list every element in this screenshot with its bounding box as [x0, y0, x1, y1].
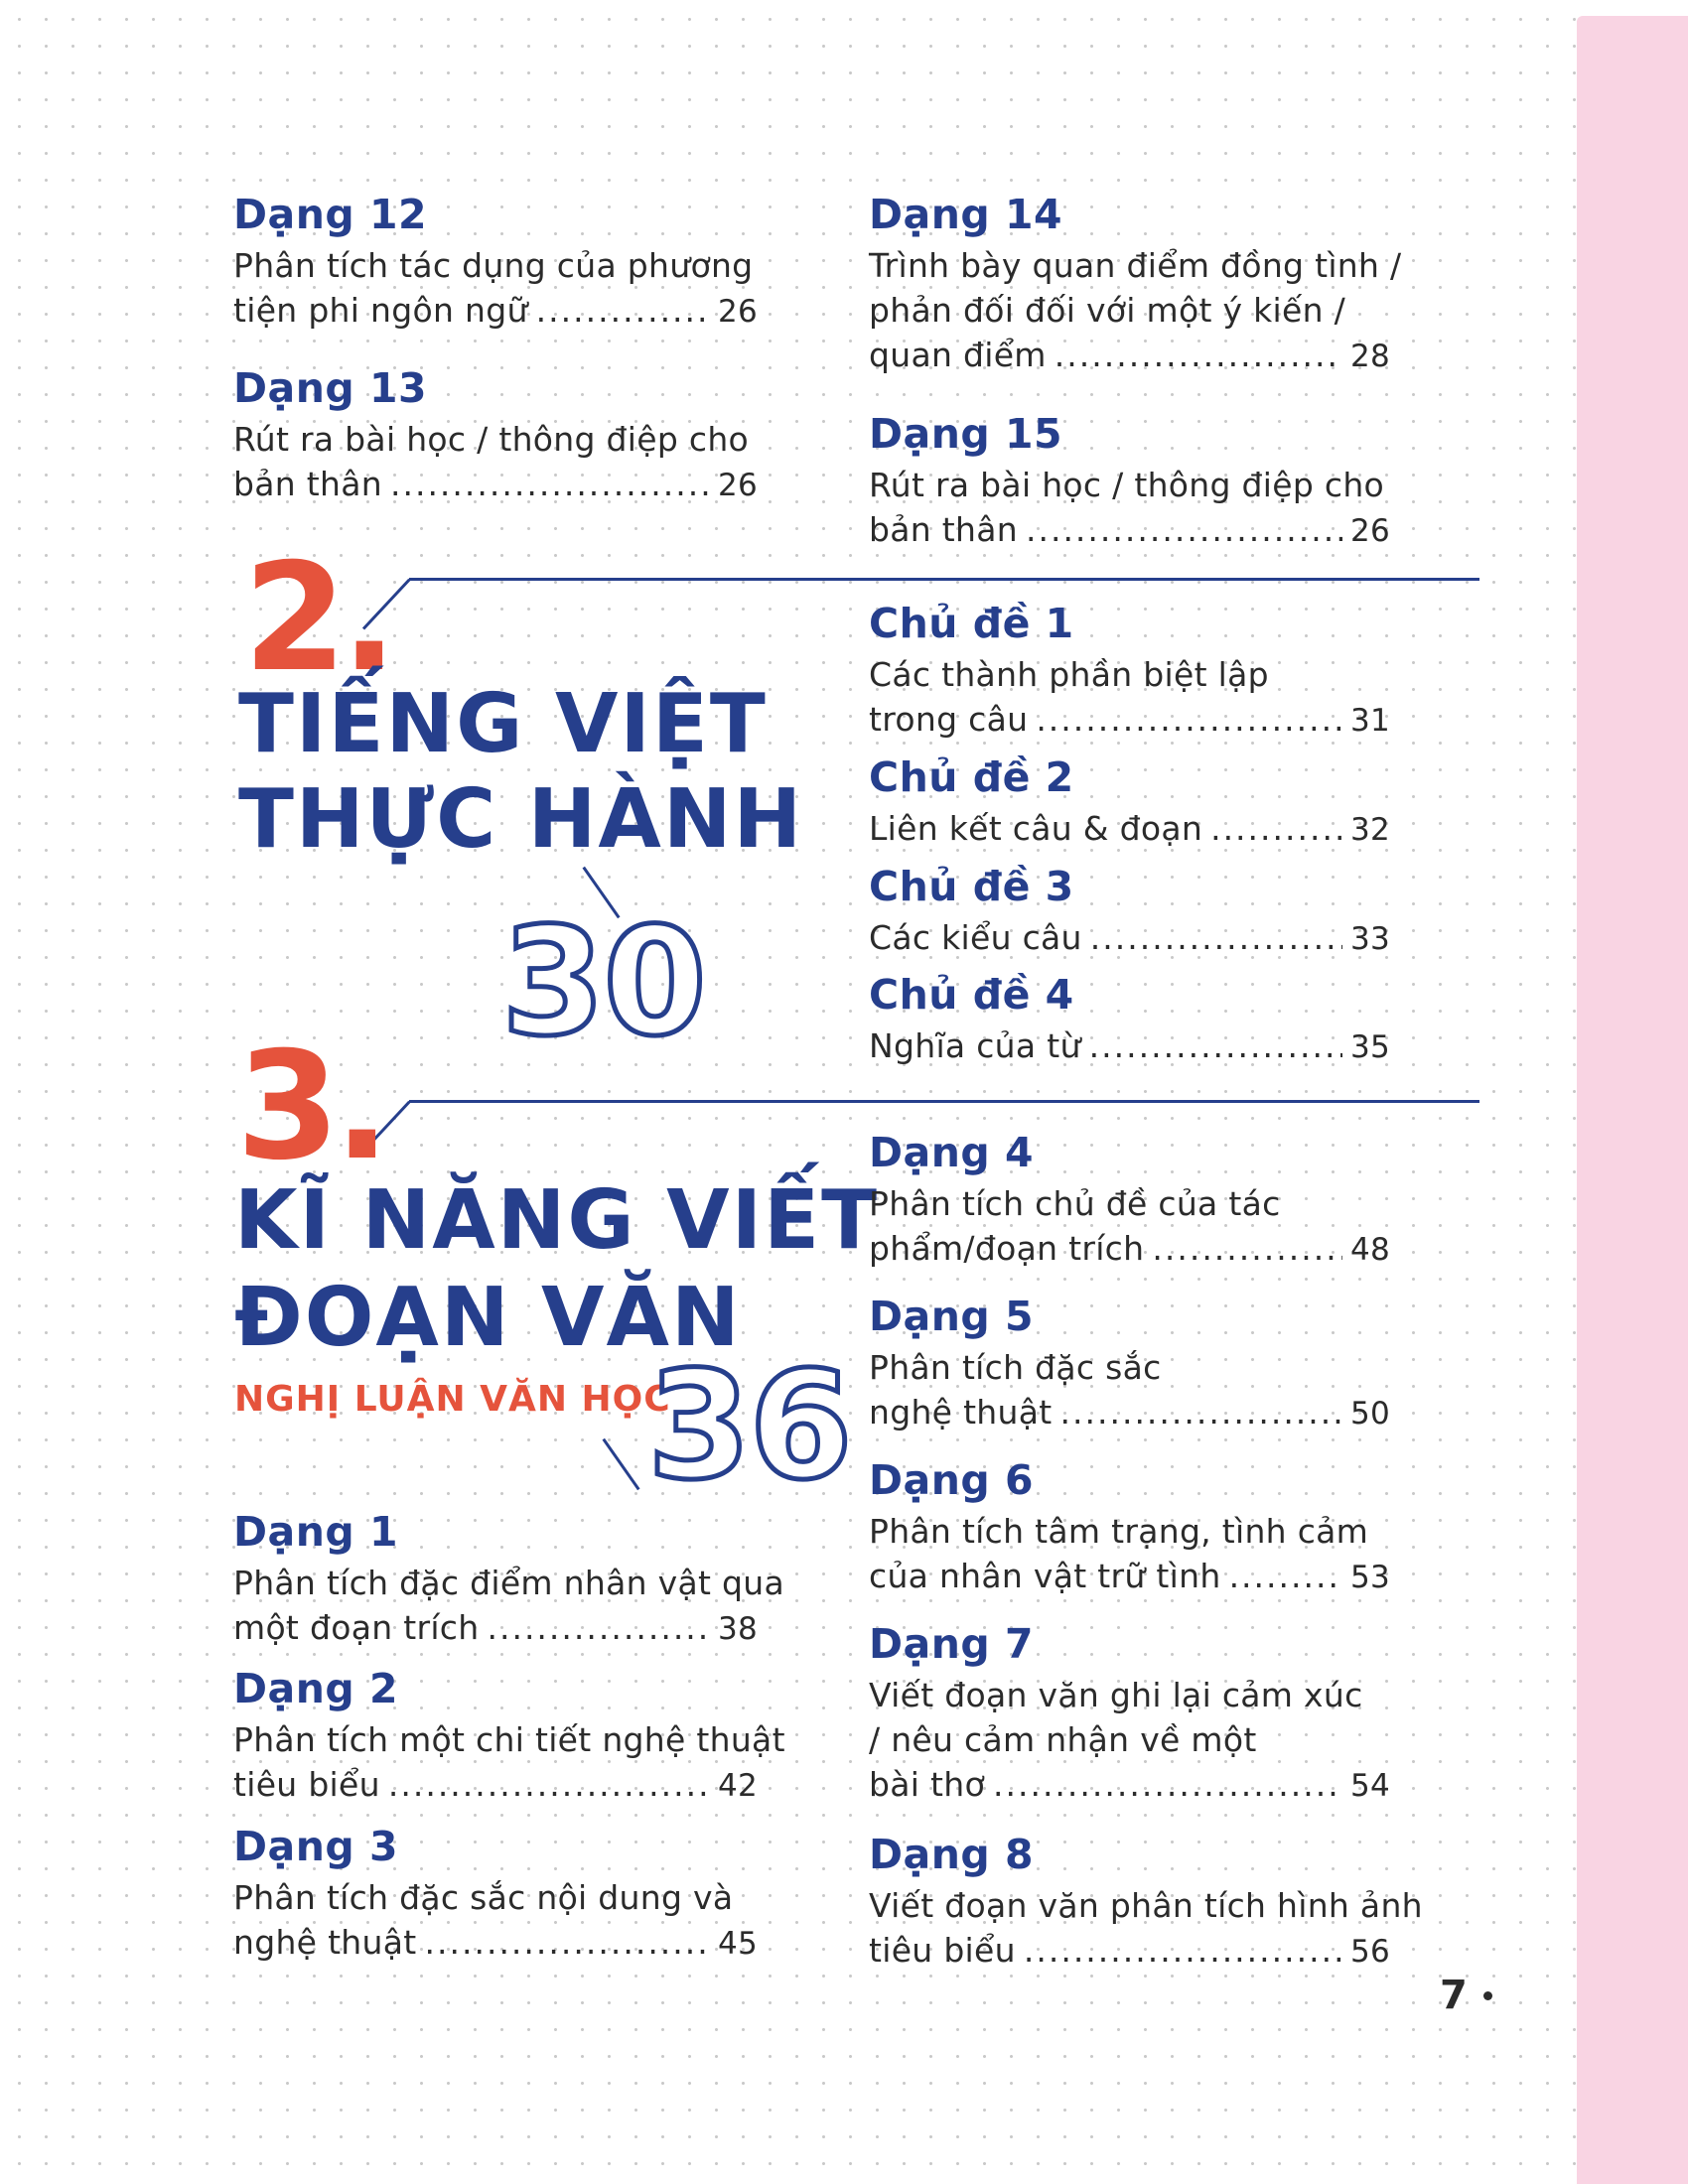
- entry-heading: Dạng 13: [233, 364, 428, 412]
- entry-line: Các kiểu câu: [869, 918, 1082, 957]
- entry-line: Viết đoạn văn ghi lại cảm xúc: [869, 1676, 1363, 1714]
- entry-line: Phân tích đặc sắc nội dung và: [233, 1878, 734, 1917]
- toc-entry-chu-de-3[interactable]: [869, 864, 1390, 962]
- section-2-title-line-2[interactable]: THỰC HÀNH: [238, 772, 804, 867]
- entry-heading: Dạng 7: [869, 1620, 1035, 1668]
- leader-dots: [1055, 333, 1342, 377]
- entry-heading: Dạng 3: [233, 1823, 399, 1870]
- page-ref: 50: [1349, 1396, 1390, 1432]
- leader-dots: [388, 1762, 710, 1807]
- entry-line: bài thơ: [869, 1765, 985, 1804]
- leader-dots: [1036, 697, 1342, 742]
- entry-line: bản thân: [233, 465, 382, 503]
- section-2-title-line-1[interactable]: TIẾNG VIỆT: [238, 677, 768, 771]
- entry-line: Các thành phần biệt lập: [869, 655, 1269, 694]
- section-3-number: 3.: [236, 1021, 385, 1193]
- toc-entry-chu-de-4[interactable]: [869, 972, 1390, 1070]
- toc-entry-dang-1[interactable]: [233, 1508, 784, 1652]
- section-2-divider: [409, 578, 1479, 581]
- entry-heading: Dạng 2: [233, 1665, 399, 1712]
- page-ref: 38: [717, 1611, 758, 1647]
- page-ref: 48: [1349, 1232, 1390, 1268]
- entry-line: nghệ thuật: [869, 1393, 1053, 1432]
- page-ref: 26: [717, 468, 758, 503]
- leader-dots: [1026, 507, 1342, 552]
- page-ref: 33: [1349, 921, 1390, 957]
- page-ref: 26: [1349, 513, 1390, 549]
- page-ref: 35: [1349, 1029, 1390, 1065]
- page-tick: [602, 1438, 639, 1491]
- toc-entry-dang-14[interactable]: [869, 191, 1402, 379]
- toc-entry-dang-6[interactable]: [869, 1457, 1390, 1600]
- leader-dots: [425, 1920, 710, 1965]
- entry-line: Rút ra bài học / thông điệp cho: [869, 466, 1385, 504]
- page-ref: 31: [1349, 703, 1390, 739]
- entry-heading: Dạng 12: [233, 191, 428, 238]
- entry-line: Phân tích đặc sắc: [869, 1348, 1162, 1387]
- page-ref: 32: [1349, 812, 1390, 848]
- toc-entry-chu-de-2[interactable]: [869, 754, 1390, 853]
- entry-line: bản thân: [869, 510, 1018, 549]
- entry-line: của nhân vật trữ tình: [869, 1557, 1221, 1595]
- toc-entry-dang-2[interactable]: [233, 1665, 785, 1809]
- section-2-page-number: 30: [501, 896, 705, 1069]
- leader-dots: [993, 1762, 1342, 1807]
- page-ref: 28: [1349, 339, 1390, 374]
- entry-line: Liên kết câu & đoạn: [869, 809, 1203, 848]
- leader-dots: [1089, 1024, 1342, 1068]
- entry-line: tiêu biểu: [233, 1765, 380, 1804]
- leader-dots: [1152, 1226, 1342, 1271]
- leader-dots: [1210, 806, 1342, 851]
- entry-line: Rút ra bài học / thông điệp cho: [233, 420, 750, 459]
- leader-dots: [1060, 1390, 1342, 1434]
- leader-dots: [536, 288, 710, 333]
- toc-entry-dang-13[interactable]: [233, 365, 758, 508]
- leader-dots: [1090, 915, 1342, 960]
- page-ref: 54: [1349, 1768, 1390, 1804]
- section-3-title-line-2[interactable]: ĐOẠN VĂN: [234, 1271, 742, 1365]
- entry-line: tiện phi ngôn ngữ: [233, 291, 528, 330]
- entry-heading: Chủ đề 3: [869, 863, 1074, 910]
- entry-line: Phân tích đặc điểm nhân vật qua: [233, 1564, 784, 1602]
- page-ref: 53: [1349, 1560, 1390, 1595]
- page-ref: 45: [717, 1926, 758, 1962]
- entry-line: Viết đoạn văn phân tích hình ảnh: [869, 1886, 1423, 1925]
- page-number-bullet: [1483, 1991, 1492, 2000]
- toc-entry-dang-12[interactable]: [233, 192, 758, 335]
- leader-dots: [1229, 1554, 1342, 1598]
- entry-heading: Chủ đề 1: [869, 600, 1074, 647]
- entry-line: Trình bày quan điểm đồng tình /: [869, 246, 1402, 285]
- section-3-page-number: 36: [647, 1340, 851, 1513]
- pink-side-tab: [1577, 16, 1688, 2184]
- entry-line: Phân tích tâm trạng, tình cảm: [869, 1512, 1369, 1551]
- entry-line: quan điểm: [869, 336, 1047, 374]
- entry-line: một đoạn trích: [233, 1608, 480, 1647]
- leader-dots: [487, 1605, 709, 1650]
- toc-entry-dang-3[interactable]: [233, 1824, 758, 1967]
- section-2-number: 2.: [243, 532, 392, 705]
- section-3-subtitle: NGHỊ LUẬN VĂN HỌC: [234, 1379, 671, 1420]
- entry-line: Phân tích tác dụng của phương: [233, 246, 754, 285]
- entry-heading: Dạng 4: [869, 1129, 1035, 1176]
- entry-line: nghệ thuật: [233, 1923, 417, 1962]
- section-3-title-line-1[interactable]: KĨ NĂNG VIẾT: [234, 1173, 880, 1268]
- leader-dots: [1024, 1928, 1342, 1973]
- entry-line: Nghĩa của từ: [869, 1026, 1081, 1065]
- entry-heading: Chủ đề 4: [869, 971, 1074, 1019]
- entry-line: trong câu: [869, 700, 1029, 739]
- section-3-divider: [409, 1100, 1479, 1103]
- entry-heading: Dạng 8: [869, 1831, 1035, 1878]
- page-ref: 56: [1349, 1934, 1390, 1970]
- entry-heading: Dạng 5: [869, 1293, 1035, 1340]
- entry-line: / nêu cảm nhận về một: [869, 1720, 1257, 1759]
- entry-line: Phân tích chủ đề của tác: [869, 1184, 1281, 1223]
- entry-heading: Dạng 1: [233, 1508, 399, 1556]
- page-number: 7: [1440, 1973, 1468, 2018]
- entry-heading: Dạng 14: [869, 191, 1063, 238]
- entry-line: phẩm/đoạn trích: [869, 1229, 1145, 1268]
- toc-entry-dang-4[interactable]: [869, 1130, 1390, 1273]
- toc-entry-dang-8[interactable]: [869, 1831, 1423, 1975]
- entry-line: Phân tích một chi tiết nghệ thuật: [233, 1720, 785, 1759]
- entry-line: tiêu biểu: [869, 1931, 1016, 1970]
- entry-line: phản đối đối với một ý kiến /: [869, 291, 1346, 330]
- entry-heading: Dạng 15: [869, 410, 1063, 458]
- page-ref: 26: [717, 294, 758, 330]
- toc-entry-dang-15[interactable]: [869, 411, 1390, 554]
- toc-entry-dang-5[interactable]: [869, 1294, 1390, 1436]
- page-ref: 42: [717, 1768, 758, 1804]
- leader-dots: [390, 462, 710, 506]
- entry-heading: Chủ đề 2: [869, 753, 1074, 801]
- toc-entry-dang-7[interactable]: [869, 1621, 1390, 1809]
- entry-heading: Dạng 6: [869, 1456, 1035, 1504]
- toc-entry-chu-de-1[interactable]: [869, 601, 1390, 744]
